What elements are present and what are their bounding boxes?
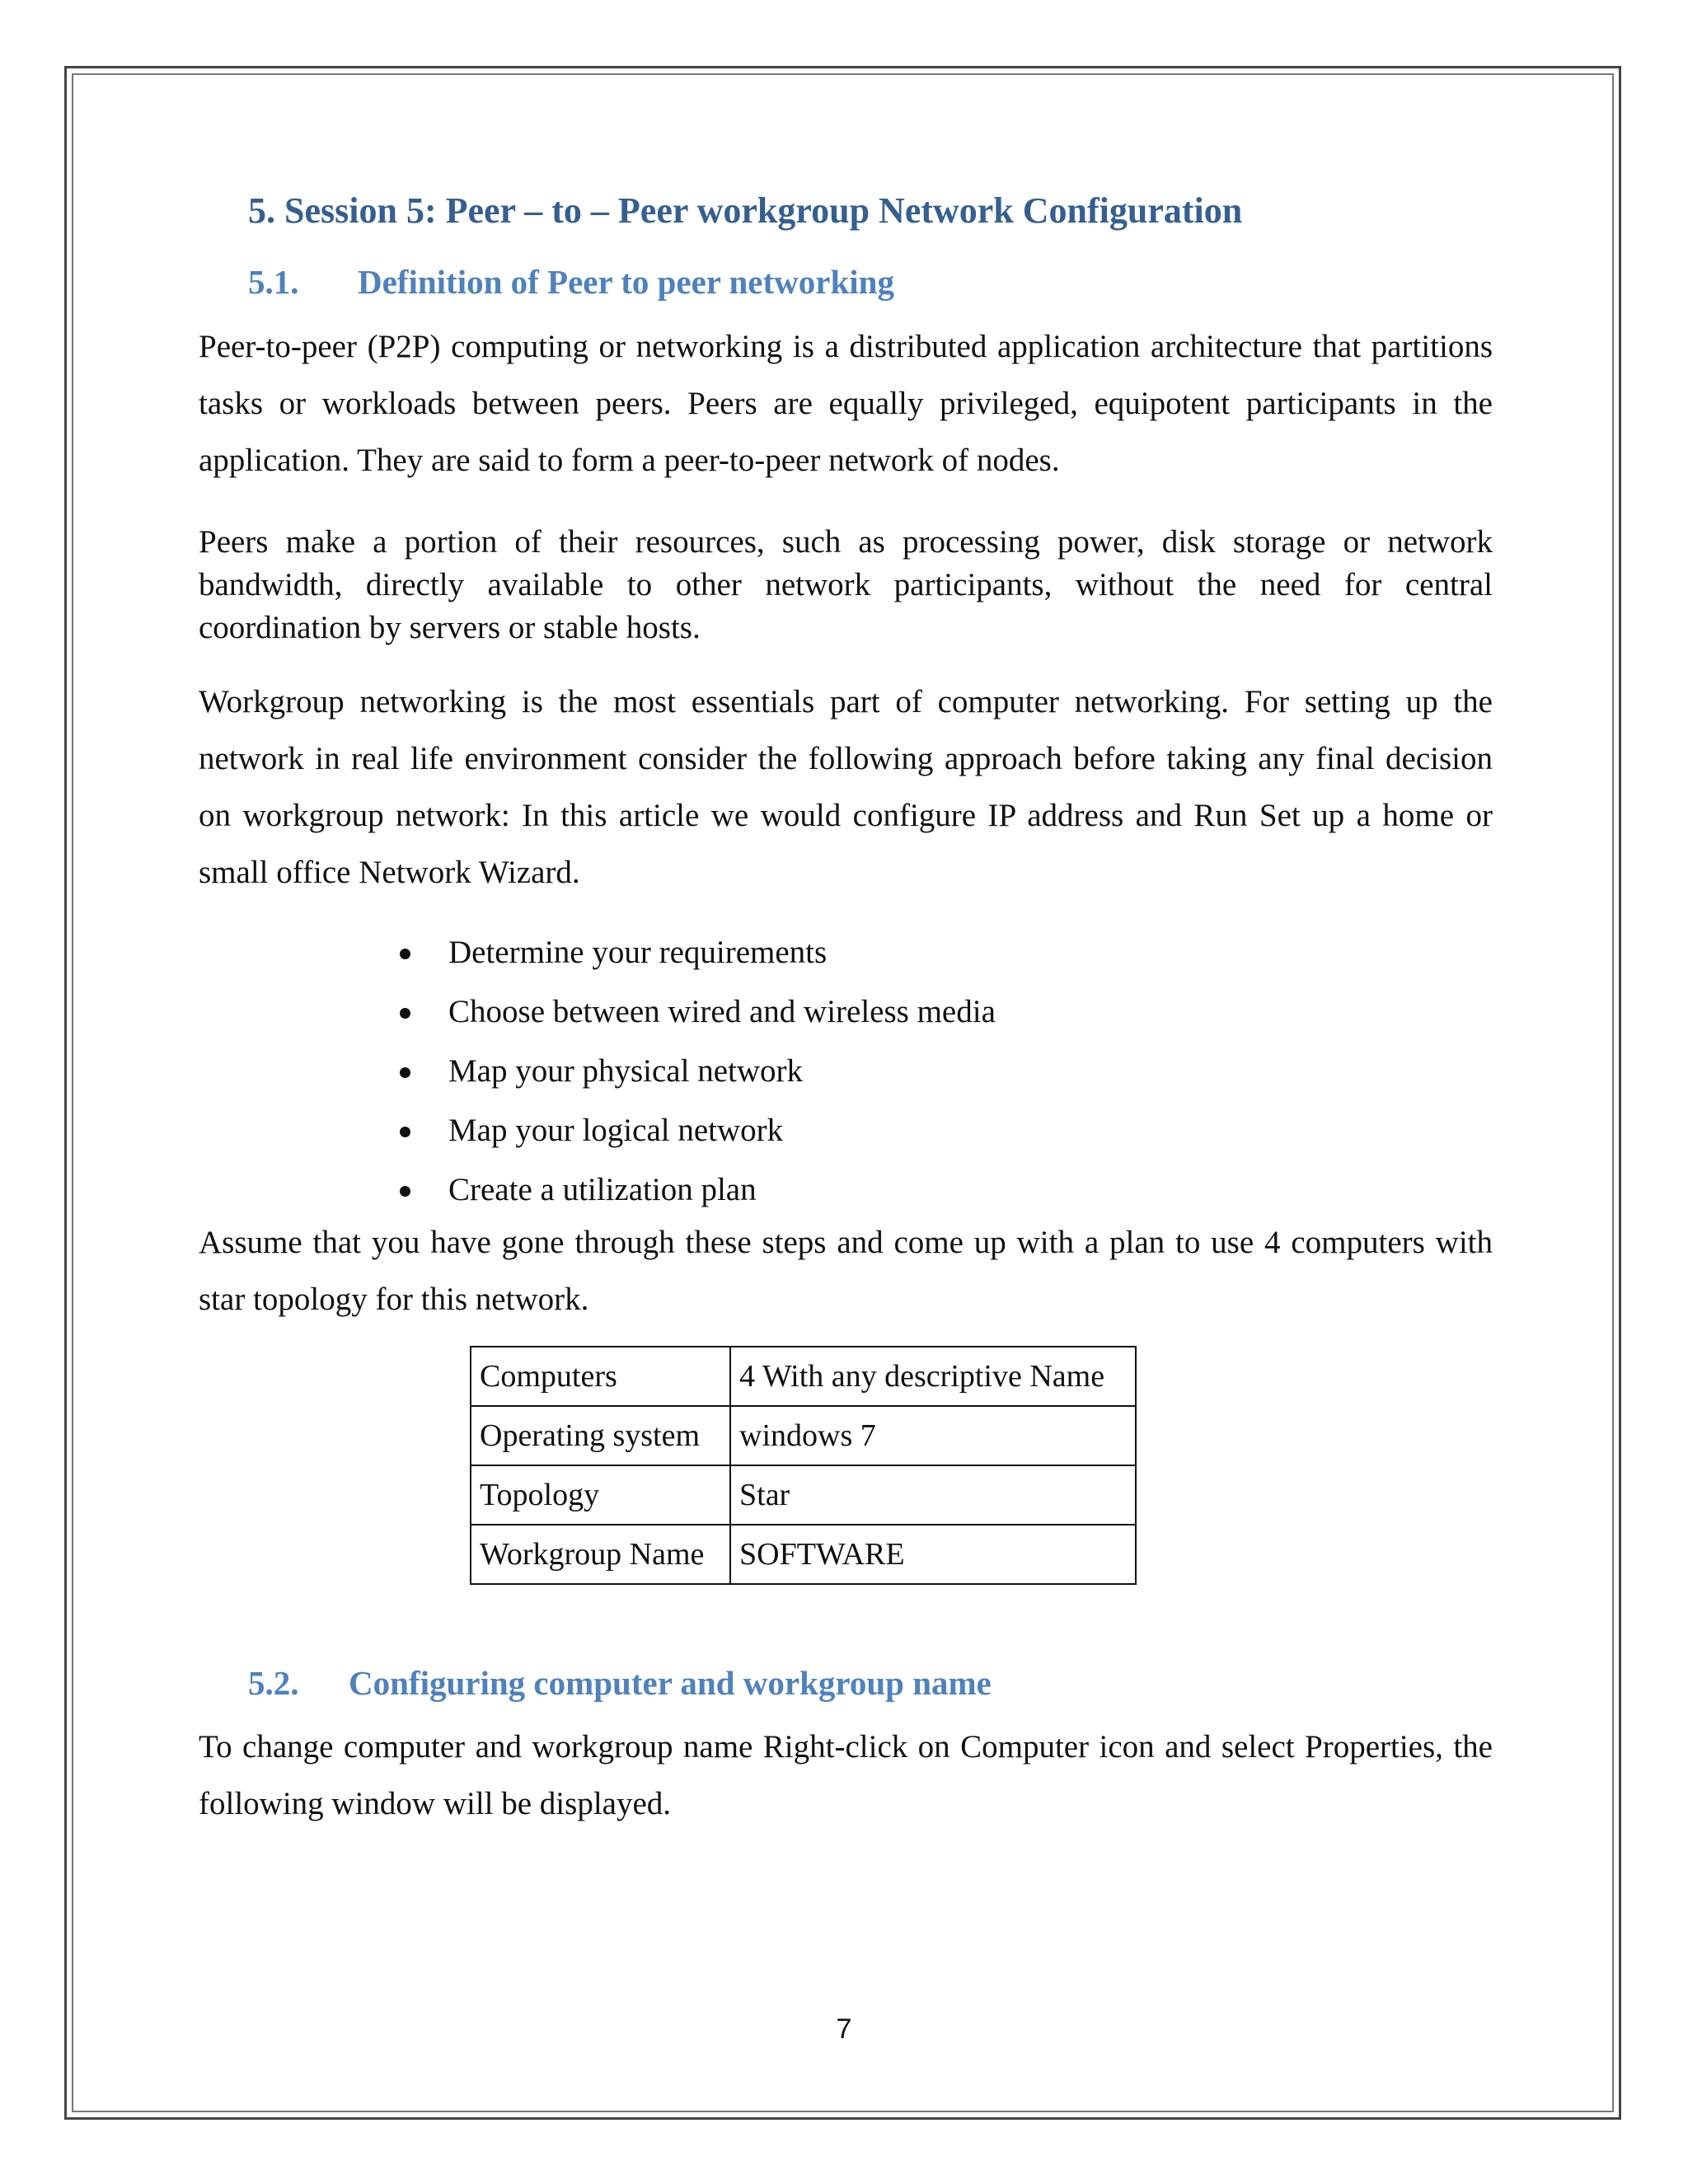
subsection-number: 5.2. [248,1664,299,1702]
subsection-title: Configuring computer and workgroup name [349,1664,992,1702]
subsection-heading-5-1 [248,262,894,302]
subsection-number: 5.1. [248,263,299,301]
table-cell: 4 With any descriptive Name [730,1347,1136,1406]
bullet-icon [400,1067,410,1078]
bullet-icon [400,1008,410,1019]
table-cell: Star [730,1465,1136,1525]
subsection-heading-5-2 [248,1663,992,1703]
table-row [471,1406,1136,1465]
table-cell: windows 7 [730,1406,1136,1465]
approach-list [396,923,996,1220]
list-item: Determine your requirements [396,923,996,982]
list-item: Map your logical network [396,1101,996,1160]
paragraph-peers-resources: Peers make a portion of their resources, such as processing power, disk storage or network bandwidth, directly available to other network participants, without the need for central coordination by servers or stable hosts. [199,524,1493,645]
table-row [471,1525,1136,1584]
paragraph-assumption: Assume that you have gone through these steps and come up with a plan to use 4 computers with star topology for this network. [199,1225,1493,1317]
page-number: 7 [836,2013,852,2045]
bullet-icon [400,1127,410,1137]
table-cell: Workgroup Name [471,1525,730,1584]
list-item: Create a utilization plan [396,1160,996,1220]
bullet-icon [400,949,410,959]
table-row [471,1465,1136,1525]
paragraph-workgroup-networking: Workgroup networking is the most essentials part of computer networking. For setting up the network in real life environment consider the following approach before taking any final decision on workgroup network: In this article we would configure IP address and Run Set up a home or small office Network Wizard. [199,684,1493,890]
list-item: Choose between wired and wireless media [396,982,996,1042]
list-item: Map your physical network [396,1042,996,1101]
paragraph-configure-instructions: To change computer and workgroup name Right-click on Computer icon and select Properties, the following window will be displayed. [199,1729,1493,1821]
table-cell: Computers [471,1347,730,1406]
network-plan-table [470,1346,1137,1585]
paragraph-p2p-definition: Peer-to-peer (P2P) computing or networking is a distributed application architecture that partitions tasks or workloads between peers. Peers are equally privileged, equipotent participants in the application. They are said to form a peer-to-peer network of nodes. [199,329,1493,478]
table-cell: SOFTWARE [730,1525,1136,1584]
subsection-title: Definition of Peer to peer networking [358,263,894,301]
table-cell: Operating system [471,1406,730,1465]
table-cell: Topology [471,1465,730,1525]
section-heading: 5. Session 5: Peer – to – Peer workgroup Network Configuration [248,190,1243,231]
table-row [471,1347,1136,1406]
bullet-icon [400,1186,410,1197]
